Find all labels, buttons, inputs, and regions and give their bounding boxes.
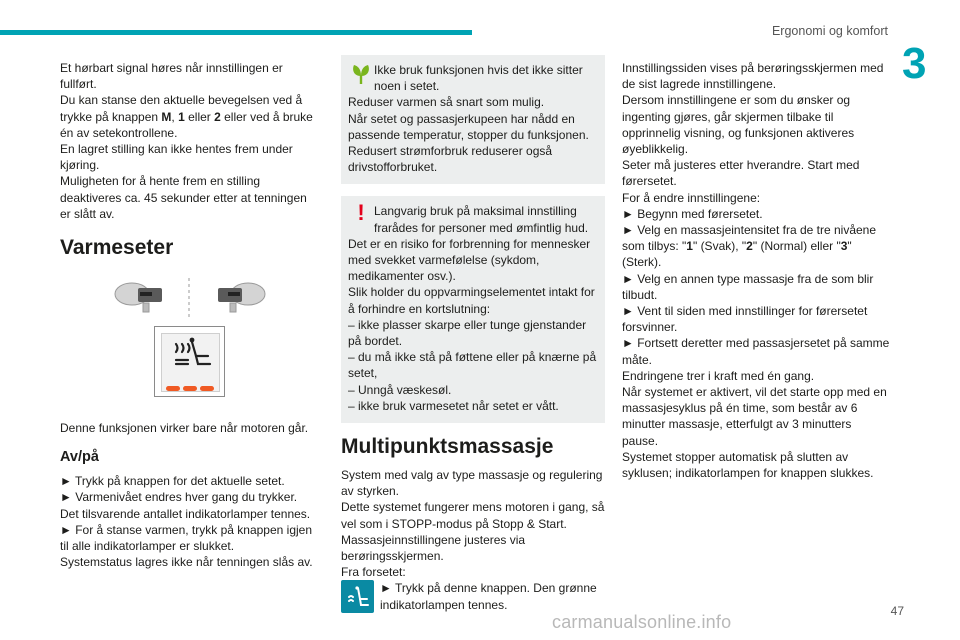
step: ► Velg en massasjeintensitet fra de tre nivåene som tilbys: "1" (Svak), "2" (Normal) eller "3" (Sterk). — [622, 223, 877, 270]
column-right — [622, 60, 890, 481]
paragraph: Når systemet er aktivert, vil det starte opp med en massasjesyklus på én time, som består av 6 minutter massasje, etterfulgt av 3 minutters pause. — [622, 385, 887, 448]
paragraph: Dette systemet fungerer mens motoren i gang, så vel som i STOPP-modus på Stopp & Start. — [341, 500, 605, 531]
heading-multipunktsmassasje: Multipunktsmassasje — [341, 435, 554, 459]
seat-heating-button — [154, 326, 225, 397]
steering-wheel-icon — [60, 274, 318, 324]
indicator-lamp — [166, 386, 180, 391]
step: ► Begynn med førersetet. — [622, 206, 763, 221]
note-head: Langvarig bruk på maksimal innstilling frarådes for personer med ømfintlig hud. — [374, 204, 589, 235]
note-text: – ikke bruk varmesetet når setet er vått. — [348, 398, 559, 413]
warning-exclamation-icon: ! — [357, 200, 365, 226]
step: ► For å stanse varmen, trykk på knappen igjen til alle indikatorlamper er slukket. — [60, 522, 312, 554]
paragraph: System med valg av type massasje og regulering av styrken. — [341, 468, 603, 499]
paragraph: Systemstatus lagres ikke når tenningen slås av. — [60, 555, 313, 570]
step: ► Trykk på denne knappen. Den grønne indikatorlampen tennes. — [380, 581, 597, 612]
paragraph: Systemet stopper automatisk på slutten av syklusen; indikatorlampen for knappen slukkes. — [622, 449, 874, 481]
watermark: carmanualsonline.info — [552, 612, 732, 632]
paragraph: Endringene trer i kraft med én gang. — [622, 368, 815, 383]
caption: Denne funksjonen virker bare når motoren går. — [60, 421, 309, 436]
eco-leaf-icon — [348, 62, 374, 94]
massage-button-step — [341, 580, 605, 613]
column-left — [60, 60, 318, 570]
page-number: 47 — [890, 604, 904, 618]
eco-note — [341, 55, 605, 184]
note-text: Når setet og passasjerkupeen har nådd en passende temperatur, stopper du funksjonen. Redusert strømforbruk reduserer også drivstofforbruket. — [348, 111, 589, 175]
heading-varmeseter: Varmeseter — [60, 236, 174, 260]
heading-av-pa: Av/på — [60, 449, 99, 466]
paragraph: Innstillingssiden vises på berøringsskjermen med de sist lagrede innstillingene. — [622, 61, 884, 92]
indicator-lamp — [183, 386, 197, 391]
warning-note — [341, 196, 605, 423]
note-text: – du må ikke stå på føttene eller på knærne på setet, — [348, 350, 597, 381]
seat-heating-icon — [161, 333, 220, 392]
section-title: Ergonomi og komfort — [771, 24, 888, 38]
step: ► Vent til siden med innstillinger for førersetet forsvinner. — [622, 304, 868, 335]
step: ► Varmenivået endres hver gang du trykker. — [60, 490, 298, 505]
paragraph: For å endre innstillingene: — [622, 190, 761, 205]
paragraph: En lagret stilling kan ikke hentes frem under kjøring. — [60, 142, 293, 173]
paragraph: Et hørbart signal høres når innstillingen er fullført. — [60, 61, 283, 92]
paragraph: Dersom innstillingene er som du ønsker og ingenting gjøres, går skjermen tilbake til opprinnelig visning, og funksjonen aktiveres øyeblikkelig. — [622, 93, 855, 157]
chapter-number: 3 — [902, 39, 927, 88]
note-head: Ikke bruk funksjonen hvis det ikke sitter noen i setet. — [374, 63, 583, 94]
paragraph: Muligheten for å hente frem en stilling deaktiveres ca. 45 sekunder etter at tenningen er slått av. — [60, 174, 307, 221]
note-text: Reduser varmen så snart som mulig. — [348, 95, 545, 110]
paragraph: Det tilsvarende antallet indikatorlamper tennes. — [60, 506, 311, 521]
paragraph: Fra forsetet: — [341, 565, 406, 580]
paragraph: Seter må justeres etter hverandre. Start med førersetet. — [622, 158, 860, 189]
indicator-lamp — [200, 386, 214, 391]
note-text: – Unngå væskesøl. — [348, 382, 452, 397]
note-text: Slik holder du oppvarmingselementet intakt for å forhindre en kortslutning: — [348, 285, 595, 316]
seat-heating-illustration — [60, 274, 318, 410]
note-text: Det er en risiko for forbrenning for mennesker med svekket varmefølelse (sykdom, medikamenter osv.). — [348, 236, 591, 284]
step: ► Fortsett deretter med passasjersetet på samme måte. — [622, 336, 890, 367]
massage-seat-icon — [341, 580, 374, 613]
step: ► Trykk på knappen for det aktuelle setet. — [60, 474, 285, 489]
step: ► Velg en annen type massasje fra de som blir tilbudt. — [622, 271, 874, 302]
paragraph: Massasjeinnstillingene justeres via berøringsskjermen. — [341, 532, 526, 564]
header-accent-bar — [0, 30, 472, 35]
column-middle — [341, 55, 605, 613]
paragraph: Du kan stanse den aktuelle bevegelsen ved å trykke på knappen M, 1 eller 2 eller ved å bruke én av setekontrollene. — [60, 93, 313, 140]
note-text: – ikke plasser skarpe eller tunge gjenstander på bordet. — [348, 317, 587, 349]
